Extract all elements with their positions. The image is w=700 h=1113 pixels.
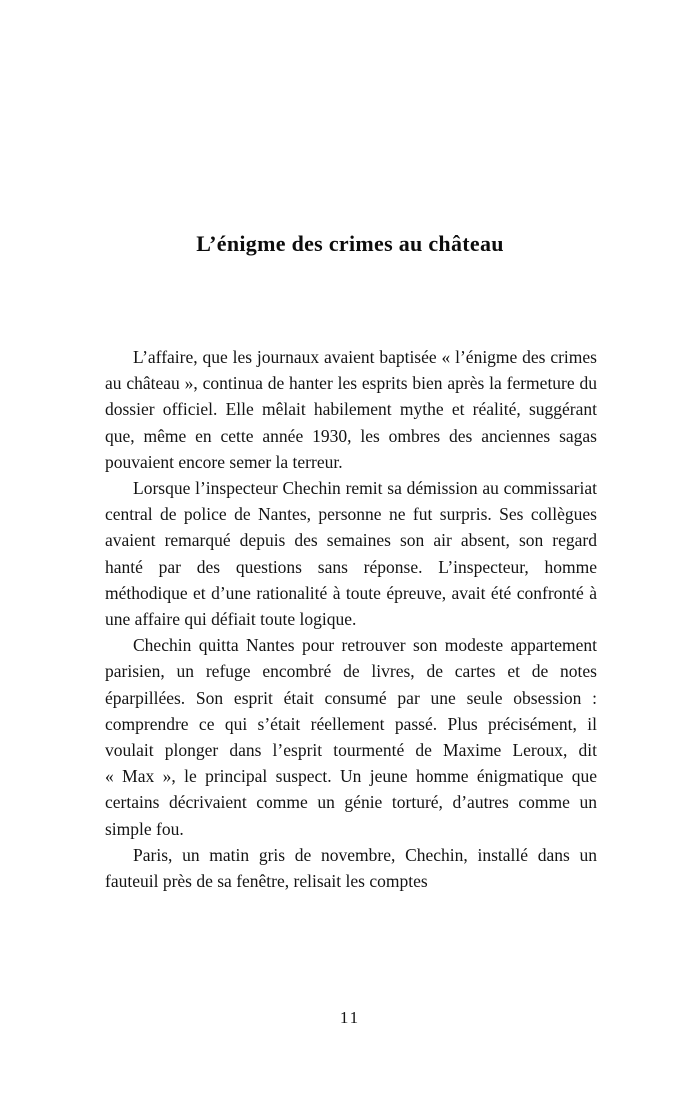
paragraph-1: L’affaire, que les journaux avaient baptisée « l’énigme des crimes au château », continua de hanter les esprits bien après la fermeture du dossier officiel. Elle mêlait habilement mythe et réalité, suggérant que, même en cette année 1930, les ombres des anciennes sagas pouvaient encore semer la terreur. [105,347,597,472]
paragraph-3: Chechin quitta Nantes pour retrouver son modeste appartement parisien, un refuge encombré de livres, de cartes et de notes éparpillées. Son esprit était consumé par une seule obsession : comprendre ce qui s’était réellement passé. Plus précisément, il voulait plonger dans l’esprit tourmenté de Maxime Leroux, dit « Max », le principal suspect. Un jeune homme énigmatique que certains décrivaient comme un génie torturé, d’autres comme un simple fou. [105,635,597,839]
paragraph-2: Lorsque l’inspecteur Chechin remit sa démission au commissariat central de police de Nantes, personne ne fut surpris. Ses collègues avaient remarqué depuis des semaines son air absent, son regard hanté par des questions sans réponse. L’inspecteur, homme méthodique et d’une rationalité à toute épreuve, avait été confronté à une affaire qui défiait toute logique. [105,478,597,630]
chapter-title: L’énigme des crimes au château [196,231,504,256]
page-number: 11 [339,1008,361,1027]
body-text [105,344,597,894]
paragraph-4: Paris, un matin gris de novembre, Chechin, installé dans un fauteuil près de sa fenêtre, relisait les comptes [105,844,597,892]
